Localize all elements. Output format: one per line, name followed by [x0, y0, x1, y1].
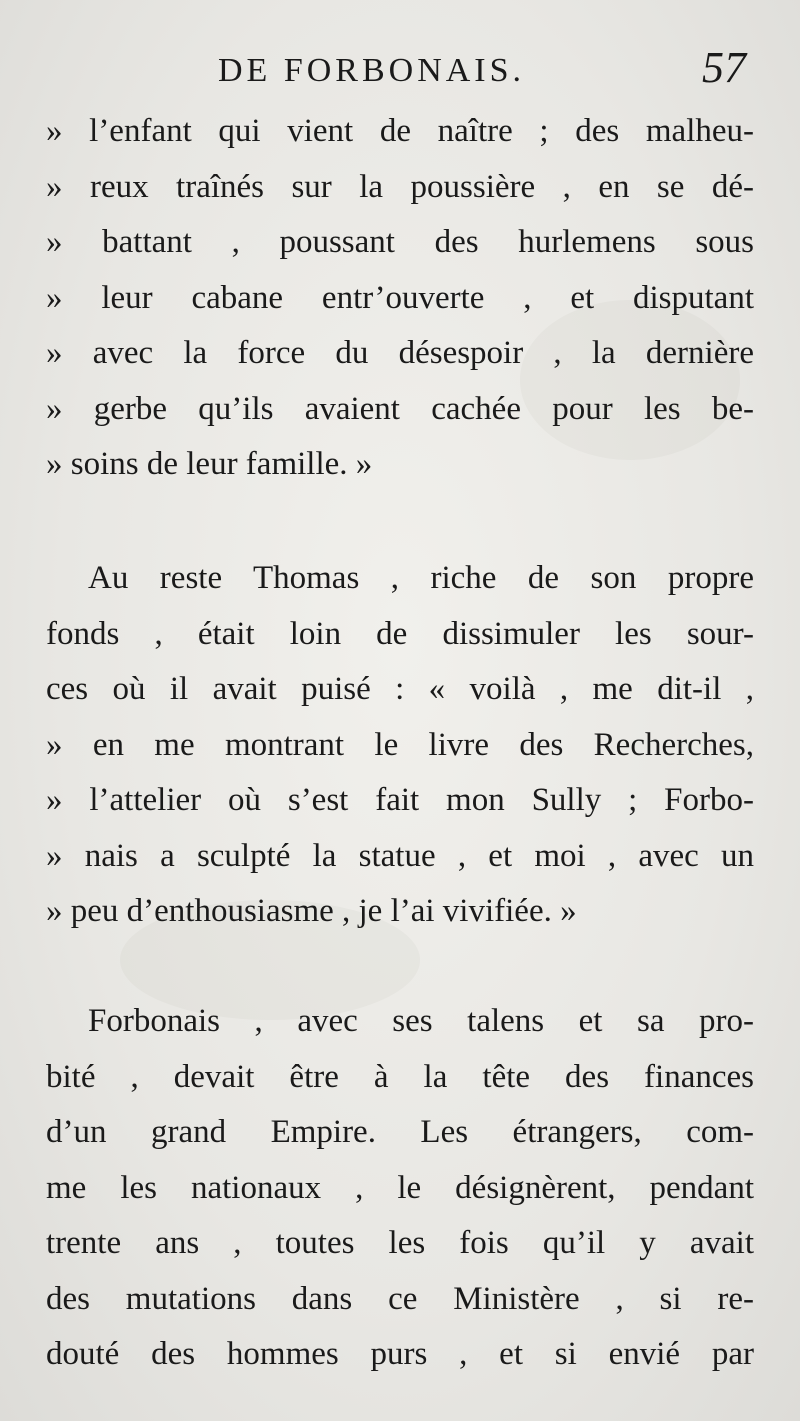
running-title: DE FORBONAIS. [218, 52, 526, 89]
text-line: d’un grand Empire. Les étrangers, com- [46, 1114, 754, 1150]
text-line: » l’enfant qui vient de naître ; des malheu- [46, 113, 754, 149]
text-line: » avec la force du désespoir , la dernière [46, 335, 754, 371]
text-line: » soins de leur famille. » [46, 446, 373, 482]
paragraph-thomas [46, 551, 754, 940]
text-line: » battant , poussant des hurlemens sous [46, 224, 754, 260]
text-line: » reux traînés sur la poussière , en se dé- [46, 168, 754, 205]
page-header [0, 42, 800, 102]
text-line: douté des hommes purs , et si envié par [46, 1336, 754, 1372]
text-line: » leur cabane entr’ouverte , et disputant [46, 279, 754, 316]
text-line: me les nationaux , le désignèrent, pendant [46, 1169, 754, 1206]
paragraph-quote-continuation [46, 104, 754, 493]
text-line: fonds , était loin de dissimuler les sour- [46, 615, 754, 652]
text-line: » nais a sculpté la statue , et moi , avec un [46, 837, 754, 874]
text-line: trente ans , toutes les fois qu’il y avait [46, 1225, 754, 1261]
text-line: Au reste Thomas , riche de son propre [88, 560, 754, 596]
page-number: 57 [702, 43, 746, 92]
text-line: » l’attelier où s’est fait mon Sully ; Forbo- [46, 782, 754, 818]
text-line: bité , devait être à la tête des finances [46, 1058, 754, 1095]
text-line: » en me montrant le livre des Recherches, [46, 726, 754, 763]
paragraph-forbonais [46, 994, 754, 1383]
text-line: des mutations dans ce Ministère , si re- [46, 1280, 754, 1317]
text-line: » peu d’enthousiasme , je l’ai vivifiée. » [46, 893, 577, 929]
text-line: ces où il avait puisé : « voilà , me dit-il , [46, 671, 754, 707]
text-line: Forbonais , avec ses talens et sa pro- [88, 1003, 754, 1039]
text-line: » gerbe qu’ils avaient cachée pour les be- [46, 390, 754, 427]
